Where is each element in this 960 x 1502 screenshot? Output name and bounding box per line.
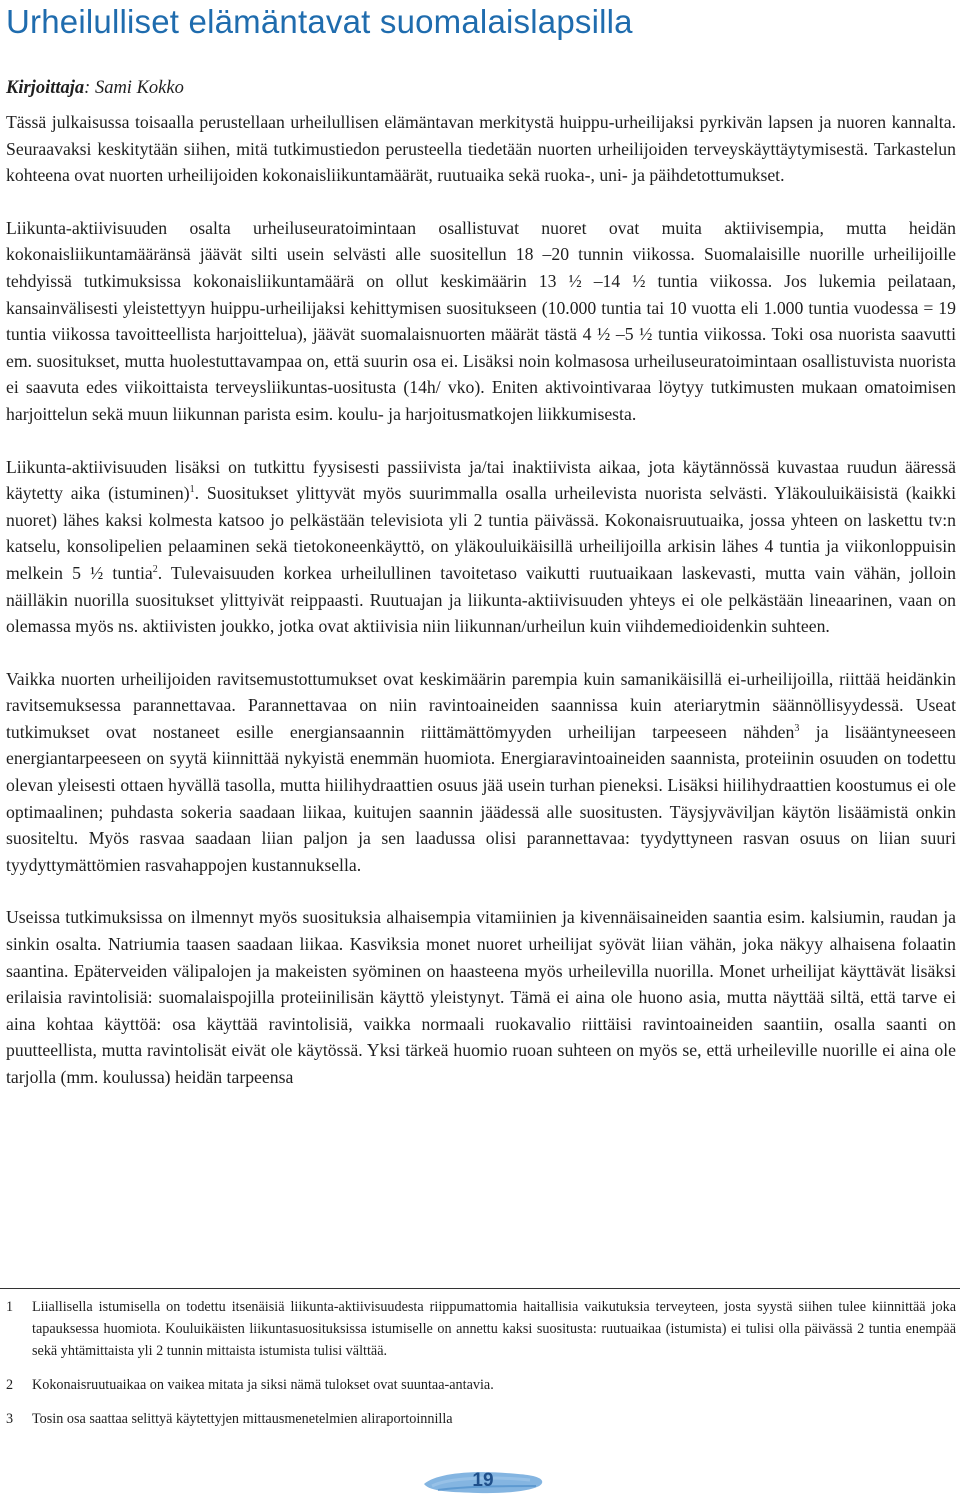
- author-line: [6, 76, 184, 100]
- paragraph-text: Vaikka nuorten urheilijoiden ravitsemustottumukset ovat keskimäärin parempia kuin samanikäisillä ei-urheilijoilla, riittää heidänkin ravitsemuksessa parannettavaa. Parannettavaa on niin ravintoaineiden saannissa kuin ateriarytmin säännöllisyydessä. Useat tutkimukset ovat nostaneet esille energiansaannin riittämättömyyden urheilijan tarpeeseen nähden: [6, 668, 956, 742]
- paragraph-activity: [6, 215, 956, 428]
- paragraph-text: Liikunta-aktiivisuuden osalta urheiluseuratoimintaan osallistuvat nuoret ovat muita aktiivisempia, mutta heidän kokonaisliikuntamääränsä jäävät silti usein selvästi alle suositellun 18 –20 tunnin viikossa. Suomalaisille nuorille urheilijoille tehdyissä tutkimuksissa kokonaisliikuntamäärä on ollut keskimäärin 13 ½ –14 ½ tuntia viikossa. Jos lukemia peilataan, kansainvälisesti yleistettyyn huippu-urheilijaksi kehittymisen suositukseen (10.000 tuntia tai 10 vuotta eli 1.000 tuntia vuodessa = 19 tuntia viikossa tavoitteellista harjoittelua), jäävät suomalaisnuorten määrät tästä 4 ½ –5 ½ tuntia viikossa. Toki osa nuorista saavutti em. suositukset, mutta huolestuttavampaa on, että suurin osa ei. Lisäksi noin kolmasosa urheiluseuratoimintaan osallistuvista nuorista ei saavuta edes viikoittaista terveysliikuntas-uositusta (14h/ vko). Eniten aktivointivaraa löytyy tutkimusten mukaan omatoimisen harjoittelun sekä muun liikunnan parista esim. koulu- ja harjoitusmatkojen liikkumisesta.: [6, 217, 956, 424]
- author-separator: :: [84, 78, 95, 98]
- footnote-text: Tosin osa saattaa selittyä käytettyjen mittausmenetelmien aliraportoinnilla: [32, 1411, 453, 1427]
- paragraph-vitamins: [6, 904, 956, 1090]
- paragraph-text: . Suositukset ylittyvät myös suurimmalla osalla urheilevista nuorista selvästi. Yläkouluikäisistä (kaikki nuoret) lähes kaksi kolmesta katsoo jo pelkästään televisiota yli 2 tuntia päivässä. Kokonaisruutuaika, jossa yhteen on laskettu tv:n katselu, konsolipelien pelaaminen sekä tietokoneenkäyttö, on yläkouluikäisillä urheilijoilla arkisin lähes 4 tuntia ja viikonloppuisin melkein 5 ½ tuntia: [6, 483, 956, 583]
- footnote-text: Liiallisella istumisella on todettu itsenäisiä liikunta-aktiivisuudesta riippumattomia haitallisia vaikutuksia terveyteen, josta syystä siihen tulee kiinnittää joka tapauksessa huomiota. Kouluikäisten liikuntasuosituksissa istumiselle on annettu kaksi suositusta: ruutuaikaa (istumista) ei tulisi olla päivässä 2 tuntia enempää sekä yhtämittaista yli 2 tunnin mittaista istumista tulisi välttää.: [32, 1299, 956, 1359]
- paragraph-intro: [6, 109, 956, 189]
- footnote-number: 3: [6, 1411, 14, 1427]
- paragraph-nutrition: [6, 666, 956, 879]
- footnote-number: 1: [6, 1299, 14, 1315]
- footnote-divider: [0, 1288, 960, 1289]
- footnote-3: [6, 1408, 956, 1430]
- footnote-ref-2[interactable]: 2: [152, 564, 158, 576]
- footnote-number: 2: [6, 1377, 14, 1393]
- paragraph-screen-time: [6, 454, 956, 640]
- page-number: 19: [472, 1470, 494, 1491]
- author-label: Kirjoittaja: [6, 78, 85, 98]
- footnote-ref-3[interactable]: 3: [794, 722, 800, 734]
- paragraph-text: ja lisääntyneeseen energiantarpeeseen on syytä kiinnittää nykyistä enemmän huomiota. Energiaravintoaineiden saannista, proteiinin osuuden on todettu olevan yleisesti ottaen hyvällä tasolla, mutta hiilihydraattien osuus jää usein turhan pieneksi. Lisäksi hiilihydraattien koostumus ei ole optimaalinen; puhdasta sokeria saadaan liikaa, kuitujen saannin jäädessä alle suositusten. Täysjyväviljan käytön lisäämistä onkin suositeltu. Myös rasvaa saadaan liian paljon ja sen laadussa olisi parannettavaa: tyydyttyneen rasvan osuus on liian suuri tyydyttymättömien rasvahappojen kustannuksella.: [6, 721, 956, 875]
- footnote-text: Kokonaisruutuaikaa on vaikea mitata ja siksi nämä tulokset ovat suuntaa-antavia.: [32, 1377, 494, 1393]
- footnote-ref-1[interactable]: 1: [189, 484, 195, 496]
- footnotes: [6, 1296, 956, 1442]
- author-name: Sami Kokko: [94, 78, 184, 98]
- paragraph-text: Liikunta-aktiivisuuden lisäksi on tutkittu fyysisesti passiivista ja/tai inaktiivista aikaa, jota käytännössä kuvastaa ruudun ääressä käytetty aika (istuminen): [6, 456, 956, 504]
- article-body: [6, 109, 956, 1091]
- paragraph-text: Tässä julkaisussa toisaalla perustellaan urheilullisen elämäntavan merkitystä huippu-urheilijaksi pyrkivän lapsen ja nuoren kannalta. Seuraavaksi keskitytään siihen, mitä tutkimustiedon perusteella tiedetään nuorten urheilijoiden terveyskäyttäytymisestä. Tarkastelun kohteena ovat nuorten urheilijoiden kokonaisliikuntamäärät, ruutuaika sekä ruoka-, uni- ja päihdetottumukset.: [6, 112, 956, 186]
- paragraph-text: . Tulevaisuuden korkea urheilullinen tavoitetaso vaikutti ruutuaikaan laskevasti, mutta vain vähän, jolloin näilläkin nuorilla suositukset ylittyivät reippaasti. Ruutuajan ja liikunta-aktiivisuuden yhteys ei ole pelkästään lineaarinen, vaan on olemassa myös ns. aktiivisten joukko, jotka ovat aktiivisia niin liikunnan/urheilun kuin viihdemedioidenkin suhteen.: [6, 562, 956, 637]
- article-title: Urheilulliset elämäntavat suomalaislapsilla: [6, 3, 633, 40]
- footnote-2: [6, 1374, 956, 1396]
- footnote-1: [6, 1296, 956, 1362]
- paragraph-text: Useissa tutkimuksissa on ilmennyt myös suosituksia alhaisempia vitamiinien ja kivennäisaineiden saantia esim. kalsiumin, raudan ja sinkin osalta. Natriumia taasen saadaan liikaa. Kasviksia monet nuoret urheilijat syövät liian vähän, joka näkyy alhaisena folaatin saantina. Epäterveiden välipalojen ja makeisten syöminen on haasteena myös urheilevilla nuorilla. Monet urheilijat käyttävät lisäksi erilaisia ravintolisiä: suomalaispojilla proteiinilisän käyttö yleistynyt. Tämä ei aina ole huono asia, mutta näyttää siltä, että tarve ei aina kohtaa käyttöä: osa käyttää ravintolisiä, vaikka normaali ruokavalio riittäisi ravintoaineiden saantiin, osalla saanti on puutteellista, mutta ravintolisät eivät ole käytössä. Yksi tärkeä huomio ruoan suhteen on myös se, että urheileville nuorille ei aina ole tarjolla (mm. koulussa) heidän tarpeensa: [6, 907, 956, 1087]
- page-number-badge: [418, 1466, 548, 1498]
